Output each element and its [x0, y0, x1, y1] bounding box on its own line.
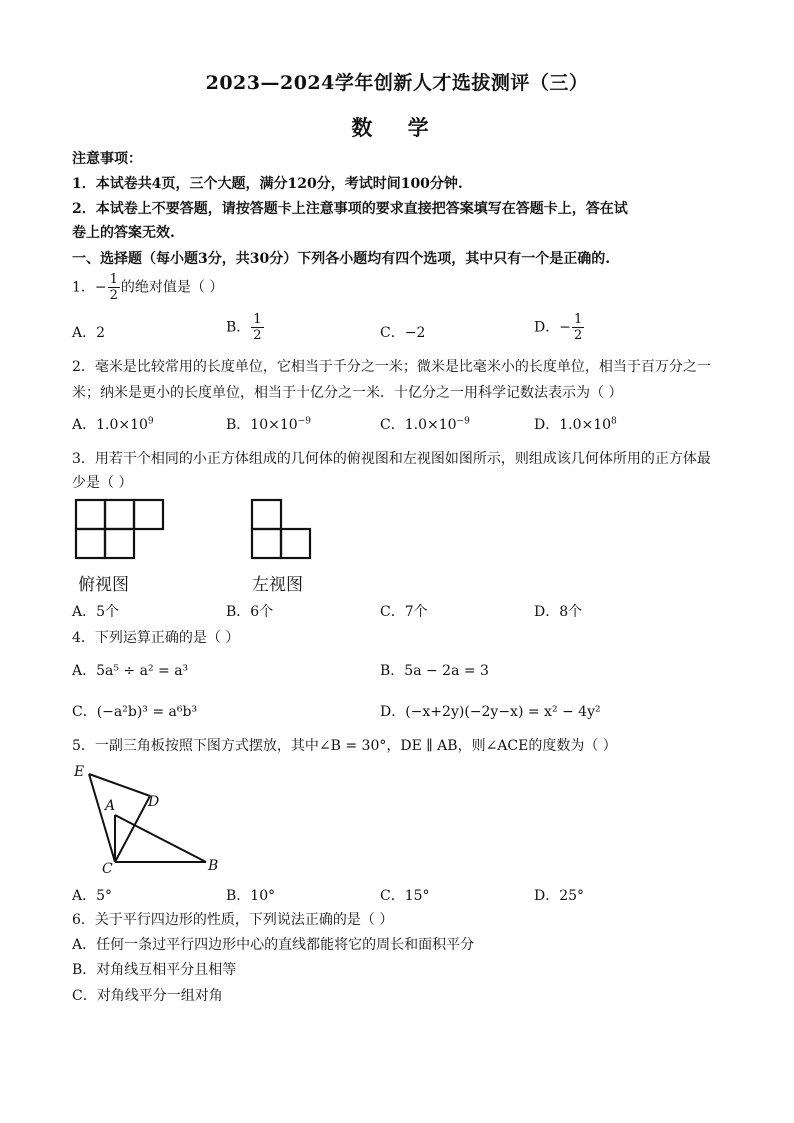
q6-option-a: A．任何一条过平行四边形中心的直线都能将它的周长和面积平分 — [72, 937, 475, 953]
q2-option-d — [534, 414, 617, 434]
q6-option-b: B．对角线互相平分且相等 — [72, 962, 237, 978]
q3-top-view-label: 俯视图 — [78, 575, 129, 595]
q4-stem: 4．下列运算正确的是（ ） — [72, 630, 240, 646]
q2-option-c-base: C．1.0×10 — [380, 417, 457, 433]
notice-item-1: 1．本试卷共4页，三个大题，满分120分，考试时间100分钟. — [72, 176, 463, 192]
q3-left-view-figure — [250, 497, 314, 561]
q2-option-c-exp: −9 — [456, 416, 470, 427]
q1-option-d-den: 2 — [573, 328, 583, 343]
q3-stem-line1: 3．用若干个相同的小正方体组成的几何体的俯视图和左视图如图所示，则组成该几何体所用的正方体最 — [72, 451, 711, 467]
label-A: A — [105, 798, 116, 814]
q1-suffix: 的绝对值是（ ） — [120, 279, 224, 296]
q1-option-b-num: 1 — [253, 312, 262, 327]
q5-option-d: D．25° — [534, 888, 585, 904]
q3-option-b: B．6个 — [226, 604, 274, 620]
q2-option-c — [380, 414, 470, 434]
label-C: C — [102, 861, 113, 875]
q5-triangle-figure — [70, 760, 230, 875]
q1-prefix: 1．− — [72, 279, 107, 296]
q1-option-b — [226, 312, 265, 343]
label-D: D — [148, 794, 160, 810]
left-view-cell — [281, 529, 310, 558]
q1-option-a: A．2 — [72, 325, 106, 341]
q3-option-a: A．5个 — [72, 604, 120, 620]
q1-frac-num: 1 — [109, 272, 118, 287]
notice-heading: 注意事项： — [72, 151, 142, 167]
segment-ED — [89, 774, 150, 796]
top-view-cell — [105, 500, 134, 529]
q3-stem-line2: 少是（ ） — [72, 475, 133, 491]
question-1 — [72, 272, 223, 303]
q2-stem-line1: 2．毫米是比较常用的长度单位，它相当于千分之一米；微米是比毫米小的长度单位，相当于百万分之一 — [72, 359, 711, 375]
q4-option-a: A．5a⁵ ÷ a² = a³ — [72, 663, 189, 679]
subject-title: 数 学 — [351, 115, 443, 140]
q5-option-b: B．10° — [226, 888, 276, 904]
q3-left-view-label: 左视图 — [252, 575, 303, 595]
q1-option-d-fraction — [572, 312, 584, 343]
q4-option-b: B．5a − 2a = 3 — [380, 663, 489, 679]
left-view-cell — [252, 500, 281, 529]
q2-option-d-exp: 8 — [611, 416, 617, 427]
label-B: B — [208, 858, 219, 874]
q2-stem-line2: 米；纳米是更小的长度单位，相当于十亿分之一米．十亿分之一用科学记数法表示为（ ） — [72, 385, 623, 401]
q2-option-d-base: D．1.0×10 — [534, 417, 612, 433]
segment-EC — [89, 774, 115, 862]
top-view-cell — [76, 529, 105, 558]
q1-option-d-label: D．− — [534, 319, 571, 336]
q5-option-c: C．15° — [380, 888, 430, 904]
q2-option-a — [72, 414, 154, 434]
segment-DC — [115, 796, 150, 862]
notice-item-2: 2．本试卷上不要答题，请按答题卡上注意事项的要求直接把答案填写在答题卡上，答在试 — [72, 201, 628, 217]
q1-frac-den: 2 — [109, 288, 118, 303]
section-heading: 一、选择题（每小题3分，共30分）下列各小题均有四个选项，其中只有一个是正确的. — [72, 251, 611, 267]
q1-option-d — [534, 312, 585, 343]
q6-option-c: C．对角线平分一组对角 — [72, 988, 223, 1004]
top-view-cell — [105, 529, 134, 558]
q1-option-b-den: 2 — [253, 328, 262, 343]
q1-fraction — [108, 272, 120, 303]
q6-stem: 6．关于平行四边形的性质，下列说法正确的是（ ） — [72, 912, 394, 928]
top-view-cell — [76, 500, 105, 529]
q5-option-a: A．5° — [72, 888, 113, 904]
exam-title: 2023—2024学年创新人才选拔测评（三） — [205, 72, 589, 94]
q2-option-b-base: B．10×10 — [226, 417, 298, 433]
label-E: E — [74, 764, 85, 780]
top-view-cell — [134, 500, 163, 529]
left-view-cell — [252, 529, 281, 558]
notice-item-2-cont: 卷上的答案无效. — [72, 225, 175, 241]
q1-option-b-fraction — [251, 312, 263, 343]
q3-option-d: D．8个 — [534, 604, 583, 620]
q2-option-b — [226, 414, 311, 434]
q2-option-b-exp: −9 — [297, 416, 311, 427]
q2-option-a-base: A．1.0×10 — [72, 417, 148, 433]
q1-option-d-num: 1 — [573, 312, 583, 327]
q5-stem: 5．一副三角板按照下图方式摆放，其中∠B = 30°，DE ∥ AB，则∠ACE的度数为（ ） — [72, 738, 617, 754]
segment-AB — [115, 815, 206, 862]
q1-option-c: C．−2 — [380, 325, 426, 341]
q4-option-d: D．(−x+2y)(−2y−x) = x² − 4y² — [380, 704, 601, 720]
q2-option-a-exp: 9 — [147, 416, 154, 427]
q3-option-c: C．7个 — [380, 604, 428, 620]
q3-top-view-figure — [74, 497, 166, 561]
q4-option-c: C．(−a²b)³ = a⁶b³ — [72, 704, 198, 720]
q1-option-b-label: B． — [226, 319, 251, 336]
